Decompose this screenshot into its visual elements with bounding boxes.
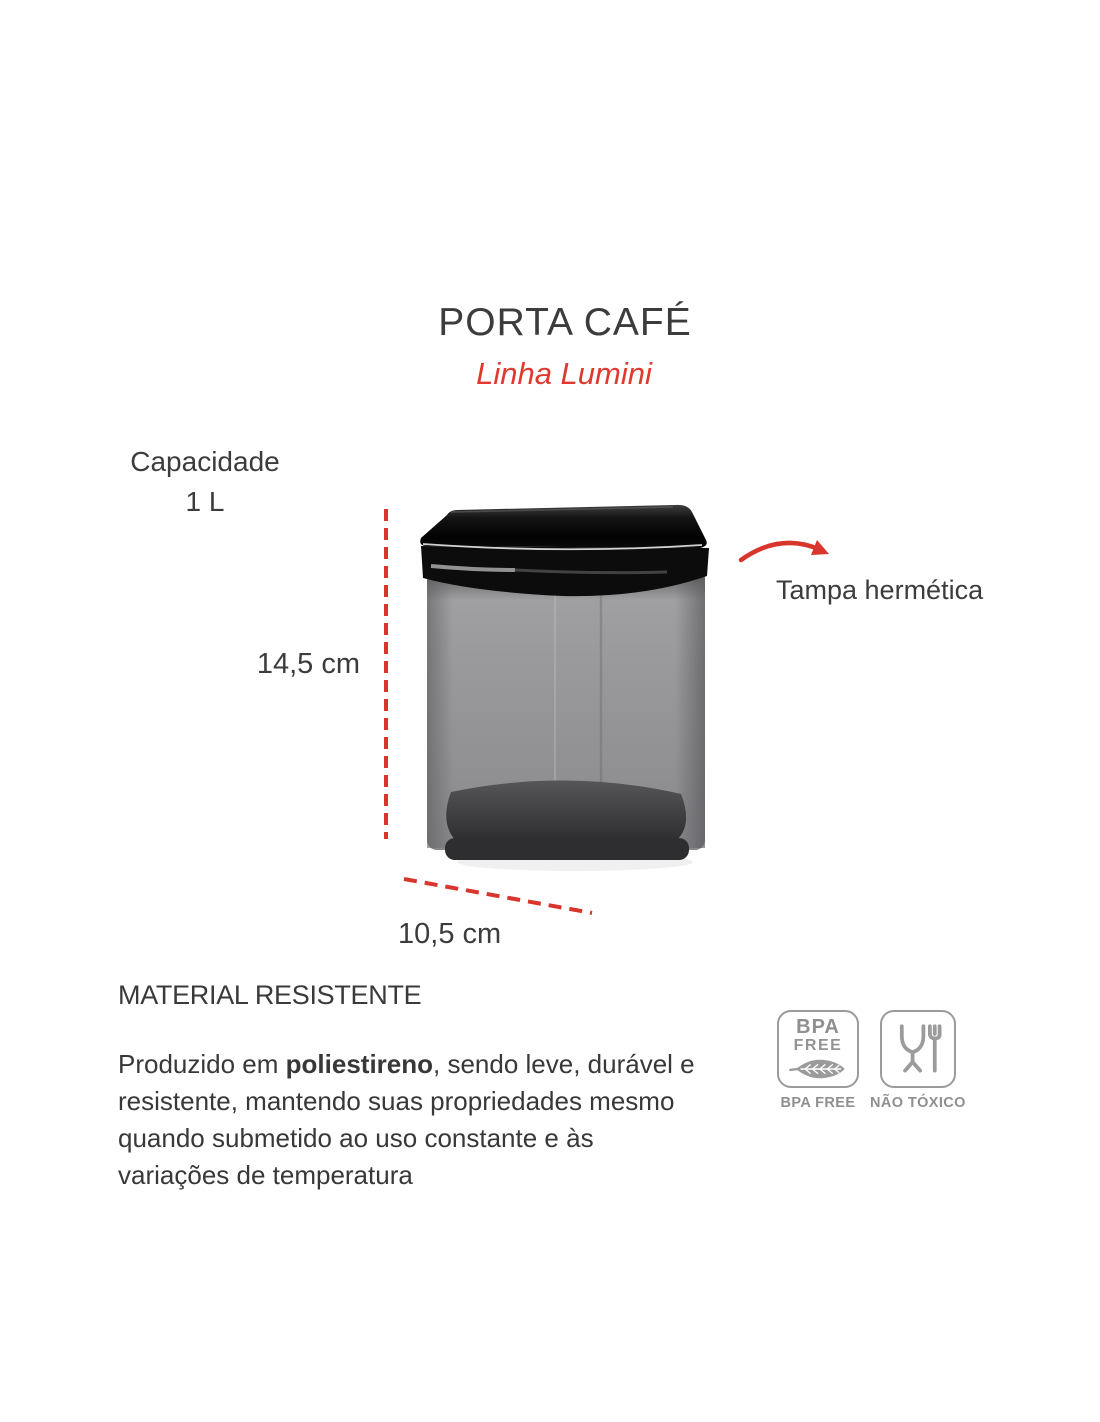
capacity-block xyxy=(60,446,350,518)
paragraph-line-1: Produzido em poliestireno, sendo leve, durável e xyxy=(118,1049,695,1079)
paragraph-line-3: quando submetido ao uso constante e às xyxy=(118,1123,594,1153)
bpa-text: BPA xyxy=(796,1015,840,1038)
capacity-label: Capacidade xyxy=(130,446,280,477)
height-dimension-line xyxy=(381,505,391,843)
free-text: FREE xyxy=(793,1036,843,1054)
food-safe-badge-box xyxy=(880,1010,956,1088)
food-safe-badge xyxy=(870,1010,966,1111)
bpa-free-leaf-icon xyxy=(787,1057,849,1081)
height-dimension-label: 14,5 cm xyxy=(256,648,360,680)
page-title: PORTA CAFÉ xyxy=(438,301,692,344)
bpa-free-badge-box xyxy=(777,1010,859,1088)
capacity-value: 1 L xyxy=(185,486,225,517)
non-toxic-caption: NÃO TÓXICO xyxy=(870,1095,966,1111)
width-dimension-line xyxy=(397,870,601,922)
certification-badges xyxy=(777,1010,966,1111)
width-dimension-label: 10,5 cm xyxy=(398,918,502,950)
material-paragraph xyxy=(118,1046,695,1194)
bpa-free-badge xyxy=(777,1010,859,1111)
material-heading: MATERIAL RESISTENTE xyxy=(118,980,422,1010)
paragraph-line-4: variações de temperatura xyxy=(118,1160,413,1190)
lid-arrow-icon xyxy=(735,526,839,572)
container-base xyxy=(445,838,689,860)
paragraph-line-2: resistente, mantendo suas propriedades mesmo xyxy=(118,1086,675,1116)
food-safe-glass-fork-icon xyxy=(891,1019,945,1079)
product-image-porta-cafe xyxy=(405,496,725,876)
lid-annotation-label: Tampa hermética xyxy=(776,575,984,605)
bpa-free-caption: BPA FREE xyxy=(780,1095,856,1111)
page-subtitle: Linha Lumini xyxy=(476,356,652,391)
material-bold-term: poliestireno xyxy=(285,1049,434,1079)
